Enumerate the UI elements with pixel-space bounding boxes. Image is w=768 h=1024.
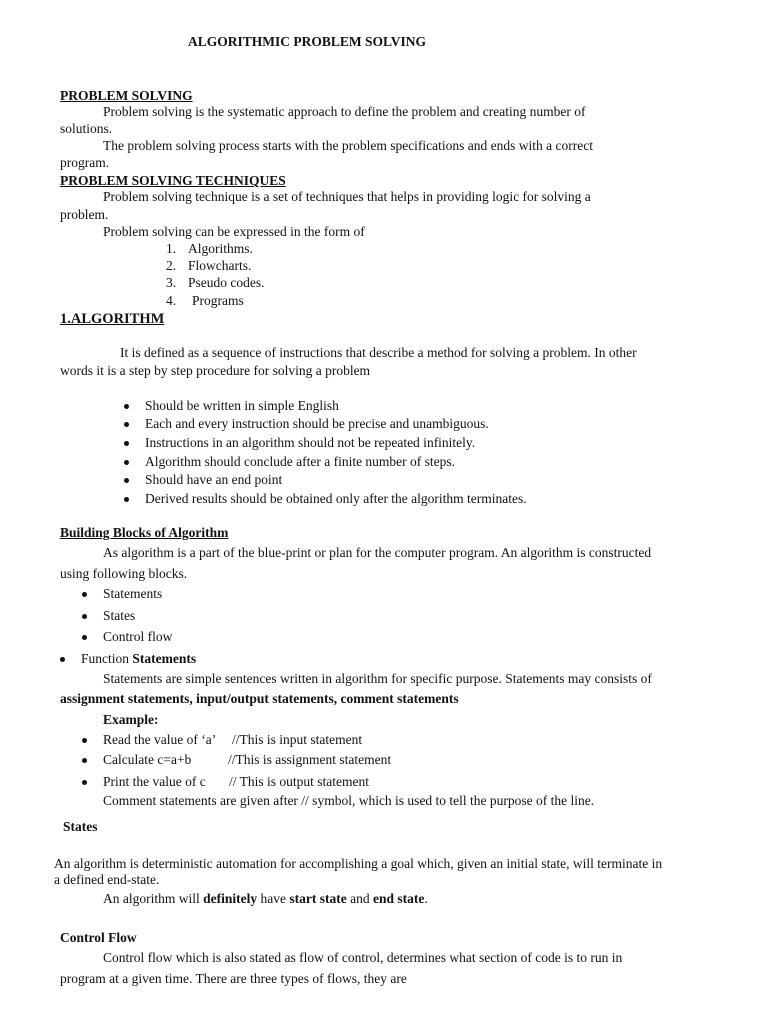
bullet-dot [124,478,129,483]
numbered-item-number: 1. [166,241,177,256]
section-heading-techniques: PROBLEM SOLVING TECHNIQUES [60,173,286,188]
section-heading-states: States [63,819,98,834]
section-heading-building-blocks: Building Blocks of Algorithm [60,525,229,540]
text-run: An algorithm will [103,891,204,906]
example-code: Read the value of ‘a’ [103,732,217,747]
paragraph-line: program. [60,155,110,170]
text-run: . [424,891,428,906]
paragraph-line: Control flow which is also stated as flow of control, determines what section of code is to run in [103,950,623,965]
bullet-dot [82,780,87,785]
bullet-dot [82,738,87,743]
paragraph-line: using following blocks. [60,566,188,581]
text-run-bold: end state [372,891,425,906]
bullet-text-function-statements [81,651,196,667]
paragraph-line: Statements are simple sentences written in algorithm for specific purpose. Statements may consists of [103,671,652,686]
bullet-dot [124,404,129,409]
example-code: Print the value of c [103,774,206,789]
bullet-dot [60,657,65,662]
paragraph-line: As algorithm is a part of the blue-print or plan for the computer program. An algorithm is constructed [103,545,652,560]
bullet-text: Control flow [103,629,173,644]
text-run: and [346,891,373,906]
numbered-item-text: Algorithms. [188,241,253,256]
bullet-text: Algorithm should conclude after a finite number of steps. [145,454,456,469]
bullet-dot [124,460,129,465]
paragraph-line: Problem solving is the systematic approach to define the problem and creating number of [103,104,586,119]
paragraph-line: solutions. [60,121,113,136]
bullet-dot [82,614,87,619]
function-prefix: Function [81,651,133,666]
paragraph-line: Comment statements are given after // symbol, which is used to tell the purpose of the line. [103,793,595,808]
section-heading-algorithm: 1.ALGORITHM [60,311,165,327]
example-code: Calculate c=a+b [103,752,192,767]
paragraph-line: An algorithm is deterministic automation for accomplishing a goal which, given an initial state, will terminate in [54,856,663,871]
paragraph-line: Problem solving can be expressed in the form of [103,224,365,239]
example-comment: //This is input statement [232,732,363,747]
bullet-text: Instructions in an algorithm should not be repeated infinitely. [145,435,476,450]
numbered-item-number: 3. [166,275,177,290]
states-sentence [103,891,428,907]
paragraph-line: It is defined as a sequence of instructions that describe a method for solving a problem. In other [120,345,637,360]
bullet-dot [82,592,87,597]
section-heading-control-flow: Control Flow [60,930,137,945]
paragraph-line: The problem solving process starts with the problem specifications and ends with a correct [103,138,593,153]
function-bold: Statements [132,651,197,666]
bullet-dot [82,635,87,640]
bullet-dot [82,758,87,763]
text-run: have [257,891,290,906]
bullet-text: Should be written in simple English [145,398,339,413]
bullet-dot [124,441,129,446]
numbered-item-text: Flowcharts. [188,258,252,273]
bullet-text: Derived results should be obtained only after the algorithm terminates. [145,491,527,506]
bullet-dot [124,422,129,427]
text-run-bold: start state [289,891,347,906]
example-label: Example: [103,712,159,727]
paragraph-line: a defined end-state. [54,872,160,887]
example-comment: //This is assignment statement [228,752,392,767]
paragraph-line-bold: assignment statements, input/output statements, comment statements [60,691,459,706]
section-heading-problem-solving: PROBLEM SOLVING [60,88,193,103]
bullet-text: Should have an end point [145,472,283,487]
numbered-item-number: 2. [166,258,177,273]
page-title: ALGORITHMIC PROBLEM SOLVING [188,34,427,49]
paragraph-line: problem. [60,207,109,222]
numbered-item-text: Pseudo codes. [188,275,265,290]
example-comment: // This is output statement [229,774,369,789]
paragraph-line: Problem solving technique is a set of techniques that helps in providing logic for solving a [103,189,591,204]
bullet-text: Statements [103,586,163,601]
bullet-text: Each and every instruction should be precise and unambiguous. [145,416,489,431]
bullet-dot [124,497,129,502]
paragraph-line: words it is a step by step procedure for solving a problem [60,363,371,378]
text-run-bold: definitely [203,891,258,906]
paragraph-line: program at a given time. There are three types of flows, they are [60,971,407,986]
bullet-text: States [103,608,136,623]
numbered-item-text: Programs [192,293,244,308]
numbered-item-number: 4. [166,293,177,308]
